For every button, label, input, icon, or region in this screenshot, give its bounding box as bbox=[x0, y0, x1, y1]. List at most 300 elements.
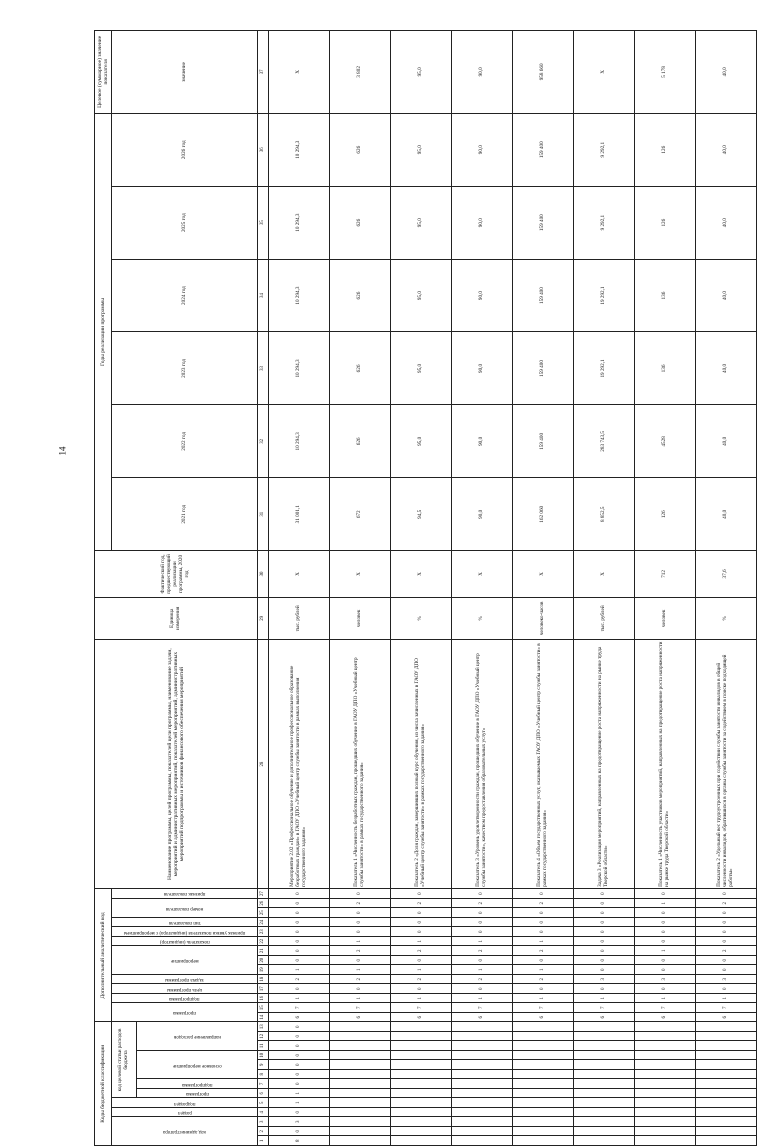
code-cell: 0 bbox=[330, 927, 391, 937]
code-cell: 7 bbox=[269, 1003, 330, 1013]
code-cell: 2 bbox=[391, 946, 452, 956]
code-cell: 2 bbox=[696, 946, 757, 956]
year-value-cell: 126 bbox=[635, 113, 696, 186]
code-cell: 1 bbox=[696, 993, 757, 1003]
code-cell bbox=[574, 1051, 635, 1061]
index-cell: 8 bbox=[258, 1070, 269, 1080]
year-value-cell: 10 294,3 bbox=[269, 259, 330, 332]
code-cell: 0 bbox=[452, 984, 513, 994]
code-cell bbox=[574, 1136, 635, 1146]
code-cell: 0 bbox=[269, 908, 330, 918]
index-cell: 7 bbox=[258, 1079, 269, 1089]
code-cell bbox=[574, 1022, 635, 1032]
code-cell bbox=[635, 1127, 696, 1137]
code-cell: 7 bbox=[452, 1003, 513, 1013]
code-cell: 2 bbox=[452, 898, 513, 908]
years-group-header: Годы реализации программы bbox=[95, 113, 112, 551]
year-value-cell: 10 294,3 bbox=[269, 186, 330, 259]
code-cell bbox=[330, 1041, 391, 1051]
dop-number-header: номер показателя bbox=[112, 898, 258, 917]
code-cell: 0 bbox=[269, 984, 330, 994]
unit-cell: тыс. рублей bbox=[269, 597, 330, 639]
dop-type-header: тип показателя bbox=[112, 917, 258, 927]
code-cell: 2 bbox=[513, 946, 574, 956]
code-cell: 7 bbox=[391, 1003, 452, 1013]
kbk-group-header: Коды бюджетной классификации bbox=[95, 1022, 112, 1146]
program-table bbox=[94, 30, 757, 1146]
code-cell: 0 bbox=[635, 917, 696, 927]
table-row bbox=[452, 31, 513, 1146]
code-cell bbox=[696, 1089, 757, 1099]
year-value-cell: 4528 bbox=[635, 405, 696, 478]
year-value-cell: 162 060 bbox=[513, 478, 574, 551]
code-cell bbox=[574, 1041, 635, 1051]
code-cell: 0 bbox=[635, 955, 696, 965]
year-value-cell: 9 292,1 bbox=[574, 186, 635, 259]
dop-goal-header: цель программы bbox=[112, 984, 258, 994]
index-cell: 24 bbox=[258, 917, 269, 927]
year-value-cell: 19 292,1 bbox=[574, 259, 635, 332]
code-cell: 1 bbox=[635, 993, 696, 1003]
code-cell bbox=[452, 1022, 513, 1032]
code-cell: 0 bbox=[391, 889, 452, 899]
code-cell bbox=[635, 1032, 696, 1042]
code-cell bbox=[574, 1089, 635, 1099]
code-cell: 0 bbox=[269, 1108, 330, 1118]
code-cell: 7 bbox=[635, 1003, 696, 1013]
code-cell: 7 bbox=[574, 1003, 635, 1013]
code-cell: 0 bbox=[696, 927, 757, 937]
code-cell bbox=[635, 1079, 696, 1089]
code-cell: 1 bbox=[574, 993, 635, 1003]
code-cell: 0 bbox=[696, 908, 757, 918]
code-cell: 2 bbox=[330, 898, 391, 908]
index-cell: 10 bbox=[258, 1051, 269, 1061]
code-cell bbox=[330, 1127, 391, 1137]
index-cell: 30 bbox=[258, 551, 269, 597]
index-cell: 6 bbox=[258, 1089, 269, 1099]
code-cell: 1 bbox=[330, 993, 391, 1003]
code-cell: 0 bbox=[269, 1060, 330, 1070]
year-2024-header: 2024 год bbox=[112, 259, 258, 332]
code-cell: 0 bbox=[330, 917, 391, 927]
year-value-cell: 283 743,5 bbox=[574, 405, 635, 478]
code-cell: 1 bbox=[330, 936, 391, 946]
code-cell: 0 bbox=[269, 917, 330, 927]
code-cell bbox=[635, 1022, 696, 1032]
index-cell: 29 bbox=[258, 597, 269, 639]
fact-cell: 712 bbox=[635, 551, 696, 597]
index-cell: 26 bbox=[258, 898, 269, 908]
code-cell: 0 bbox=[574, 898, 635, 908]
code-cell: 0 bbox=[513, 927, 574, 937]
year-value-cell: 159 400 bbox=[513, 259, 574, 332]
code-cell: 1 bbox=[452, 993, 513, 1003]
code-cell: 0 bbox=[696, 984, 757, 994]
code-cell: 1 bbox=[635, 898, 696, 908]
code-cell: 0 bbox=[574, 936, 635, 946]
code-cell bbox=[574, 1070, 635, 1080]
code-cell: 0 bbox=[513, 908, 574, 918]
code-cell: 7 bbox=[330, 1003, 391, 1013]
year-value-cell: 159 400 bbox=[513, 332, 574, 405]
index-cell: 11 bbox=[258, 1041, 269, 1051]
index-cell: 2 bbox=[258, 1127, 269, 1137]
code-cell: 1 bbox=[452, 936, 513, 946]
code-cell bbox=[635, 1136, 696, 1146]
table-row bbox=[391, 31, 452, 1146]
dop-link-header: признак увязки показателя (индикатора) с мероприятием bbox=[112, 927, 258, 937]
code-cell: 3 bbox=[269, 1117, 330, 1127]
code-cell bbox=[391, 1051, 452, 1061]
code-cell bbox=[513, 1127, 574, 1137]
column-index-row bbox=[258, 31, 269, 1146]
fact-cell: X bbox=[513, 551, 574, 597]
year-2023-header: 2023 год bbox=[112, 332, 258, 405]
index-cell: 35 bbox=[258, 186, 269, 259]
code-cell: 0 bbox=[574, 955, 635, 965]
code-cell bbox=[452, 1098, 513, 1108]
code-cell: 6 bbox=[574, 1012, 635, 1022]
code-cell: 1 bbox=[513, 965, 574, 975]
target-value-cell: X bbox=[574, 31, 635, 114]
index-cell: 36 bbox=[258, 113, 269, 186]
index-cell: 28 bbox=[258, 639, 269, 888]
code-cell bbox=[635, 1041, 696, 1051]
index-cell: 34 bbox=[258, 259, 269, 332]
year-value-cell: 626 bbox=[330, 186, 391, 259]
table-row bbox=[635, 31, 696, 1146]
code-cell: 0 bbox=[696, 936, 757, 946]
year-value-cell: 90,0 bbox=[452, 478, 513, 551]
code-cell: 2 bbox=[696, 898, 757, 908]
index-cell: 23 bbox=[258, 927, 269, 937]
table-row bbox=[330, 31, 391, 1146]
unit-cell: тыс. рублей bbox=[574, 597, 635, 639]
code-cell: 2 bbox=[513, 898, 574, 908]
year-value-cell: 626 bbox=[330, 405, 391, 478]
dop-code-group-header: Дополнительный аналитический код bbox=[95, 889, 112, 1022]
code-cell bbox=[330, 1032, 391, 1042]
code-cell: 2 bbox=[452, 974, 513, 984]
code-cell bbox=[574, 1079, 635, 1089]
code-cell bbox=[574, 1098, 635, 1108]
code-cell bbox=[635, 1051, 696, 1061]
code-cell bbox=[391, 1032, 452, 1042]
code-cell bbox=[513, 1136, 574, 1146]
code-cell: 0 bbox=[574, 908, 635, 918]
code-cell: 0 bbox=[452, 889, 513, 899]
year-value-cell: 40,0 bbox=[696, 259, 757, 332]
code-cell: 0 bbox=[269, 889, 330, 899]
code-cell bbox=[574, 1060, 635, 1070]
code-cell: 0 bbox=[269, 1079, 330, 1089]
code-cell: 1 bbox=[391, 936, 452, 946]
code-cell bbox=[574, 1032, 635, 1042]
code-cell bbox=[330, 1098, 391, 1108]
table-row bbox=[269, 31, 330, 1146]
code-cell: 0 bbox=[269, 1070, 330, 1080]
code-cell bbox=[696, 1098, 757, 1108]
year-value-cell: 94,5 bbox=[391, 478, 452, 551]
year-value-cell: 626 bbox=[330, 113, 391, 186]
rotated-table-wrapper bbox=[94, 30, 734, 1146]
code-cell: 0 bbox=[269, 936, 330, 946]
code-cell bbox=[513, 1060, 574, 1070]
code-cell: 0 bbox=[452, 927, 513, 937]
index-cell: 1 bbox=[258, 1136, 269, 1146]
code-cell: 0 bbox=[391, 917, 452, 927]
code-cell bbox=[574, 1127, 635, 1137]
code-cell: 0 bbox=[635, 936, 696, 946]
code-cell bbox=[696, 1136, 757, 1146]
year-value-cell: 626 bbox=[330, 259, 391, 332]
code-cell: 0 bbox=[574, 965, 635, 975]
code-cell: 0 bbox=[269, 1051, 330, 1061]
code-cell: 0 bbox=[513, 955, 574, 965]
year-value-cell: 626 bbox=[330, 332, 391, 405]
code-cell bbox=[391, 1136, 452, 1146]
page-number: 14 bbox=[57, 446, 68, 456]
code-cell bbox=[513, 1108, 574, 1118]
code-cell: 0 bbox=[635, 965, 696, 975]
dop-task-header: задача программы bbox=[112, 974, 258, 984]
year-value-cell: 19 292,1 bbox=[574, 332, 635, 405]
year-value-cell: 90,0 bbox=[452, 113, 513, 186]
dop-indicator-header: показатель (индикатор) bbox=[112, 936, 258, 946]
code-cell bbox=[513, 1032, 574, 1042]
code-cell: 2 bbox=[330, 974, 391, 984]
code-cell: 1 bbox=[513, 993, 574, 1003]
code-cell: 0 bbox=[391, 984, 452, 994]
dop-program-header: программа bbox=[112, 1003, 258, 1022]
code-cell: 0 bbox=[513, 917, 574, 927]
target-value-cell: 3 802 bbox=[330, 31, 391, 114]
code-cell: 2 bbox=[391, 974, 452, 984]
code-cell bbox=[452, 1032, 513, 1042]
row-name-cell: Показатель 2 «Доля граждан, завершивших полный курс обучения, из числа зачисленных в ГАОУ ДПО «Учебный центр службы занятости» в рамках государственного задания» bbox=[391, 639, 452, 888]
code-cell: 0 bbox=[391, 955, 452, 965]
code-cell bbox=[635, 1098, 696, 1108]
year-2026-header: 2026 год bbox=[112, 113, 258, 186]
code-cell bbox=[635, 1089, 696, 1099]
table-row bbox=[574, 31, 635, 1146]
code-cell bbox=[452, 1108, 513, 1118]
code-cell: 0 bbox=[574, 984, 635, 994]
dop-subprogram-header: подпрограмма bbox=[112, 993, 258, 1003]
year-2025-header: 2025 год bbox=[112, 186, 258, 259]
year-value-cell: 136 bbox=[635, 259, 696, 332]
table-row bbox=[513, 31, 574, 1146]
code-cell bbox=[513, 1098, 574, 1108]
code-cell: 1 bbox=[635, 946, 696, 956]
code-cell bbox=[452, 1041, 513, 1051]
code-cell: 0 bbox=[330, 908, 391, 918]
year-value-cell: 126 bbox=[635, 478, 696, 551]
unit-cell: % bbox=[696, 597, 757, 639]
code-cell: 1 bbox=[330, 965, 391, 975]
fact-year-header: Фактический год, предшествующий реализации программы, 2020 год bbox=[95, 551, 258, 597]
index-cell: 13 bbox=[258, 1022, 269, 1032]
code-cell: 0 bbox=[330, 984, 391, 994]
year-value-cell: 40,0 bbox=[696, 186, 757, 259]
code-cell: 0 bbox=[269, 1127, 330, 1137]
target-value-header: значение bbox=[112, 31, 258, 114]
code-cell bbox=[635, 1108, 696, 1118]
code-cell bbox=[330, 1051, 391, 1061]
code-cell: 6 bbox=[391, 1012, 452, 1022]
year-value-cell: 95,0 bbox=[391, 259, 452, 332]
year-value-cell: 40,0 bbox=[696, 113, 757, 186]
code-cell: 0 bbox=[696, 965, 757, 975]
code-cell bbox=[391, 1022, 452, 1032]
code-cell: 3 bbox=[696, 974, 757, 984]
year-value-cell: 10 294,3 bbox=[269, 113, 330, 186]
index-cell: 3 bbox=[258, 1117, 269, 1127]
code-cell bbox=[452, 1089, 513, 1099]
unit-cell: человеко-часов bbox=[513, 597, 574, 639]
year-value-cell: 136 bbox=[635, 332, 696, 405]
code-cell: 0 bbox=[452, 917, 513, 927]
code-cell bbox=[696, 1022, 757, 1032]
code-cell: 2 bbox=[513, 974, 574, 984]
code-cell bbox=[513, 1079, 574, 1089]
year-value-cell: 40,0 bbox=[696, 332, 757, 405]
index-cell: 14 bbox=[258, 1012, 269, 1022]
target-value-cell: 40,0 bbox=[696, 31, 757, 114]
index-cell: 37 bbox=[258, 31, 269, 114]
kbk-subsection-header: подраздел bbox=[112, 1098, 258, 1108]
target-value-cell: 95,0 bbox=[391, 31, 452, 114]
code-cell: 0 bbox=[513, 984, 574, 994]
code-cell bbox=[330, 1060, 391, 1070]
code-cell: 0 bbox=[574, 927, 635, 937]
index-cell: 5 bbox=[258, 1098, 269, 1108]
code-cell: 0 bbox=[574, 889, 635, 899]
year-2021-header: 2021 год bbox=[112, 478, 258, 551]
code-cell bbox=[391, 1070, 452, 1080]
year-value-cell: 90,0 bbox=[452, 332, 513, 405]
fact-cell: X bbox=[391, 551, 452, 597]
code-cell: 2 bbox=[330, 946, 391, 956]
name-header: Наименование программы, целей программы, показателей цели программы, наименование задачи, мероприятий и административных мероприятий, показателей мероприятий, административных мероприятий подпрограммы и источников финансового обеспечения мероприятий bbox=[95, 639, 258, 888]
year-value-cell: 126 bbox=[635, 186, 696, 259]
target-program-header: программа bbox=[137, 1089, 258, 1099]
code-cell bbox=[391, 1098, 452, 1108]
index-cell: 19 bbox=[258, 965, 269, 975]
code-cell: 0 bbox=[269, 955, 330, 965]
target-article-header: код целевой статьи расходов бюджета bbox=[112, 1022, 137, 1098]
target-value-cell: 5 178 bbox=[635, 31, 696, 114]
row-name-cell: Показатель 1 «Численность участников мероприятий, направленных на предотвращение роста напряженности на рынке труда Тверской области» bbox=[635, 639, 696, 888]
code-cell bbox=[696, 1127, 757, 1137]
year-value-cell: 90,0 bbox=[452, 186, 513, 259]
code-cell: 0 bbox=[574, 917, 635, 927]
code-cell: 2 bbox=[391, 898, 452, 908]
code-cell bbox=[696, 1051, 757, 1061]
code-cell bbox=[391, 1060, 452, 1070]
code-cell: 6 bbox=[269, 1012, 330, 1022]
code-cell bbox=[391, 1127, 452, 1137]
code-cell bbox=[513, 1041, 574, 1051]
year-value-cell: 95,0 bbox=[391, 332, 452, 405]
code-cell: 0 bbox=[635, 889, 696, 899]
code-cell bbox=[452, 1136, 513, 1146]
year-value-cell: 40,0 bbox=[696, 478, 757, 551]
code-cell bbox=[452, 1079, 513, 1089]
code-cell: 0 bbox=[635, 984, 696, 994]
year-value-cell: 10 294,3 bbox=[269, 405, 330, 478]
target-subprogram-header: подпрограмма bbox=[137, 1079, 258, 1089]
code-cell bbox=[452, 1060, 513, 1070]
code-cell: 2 bbox=[452, 946, 513, 956]
table-body bbox=[269, 31, 757, 1146]
code-cell: 1 bbox=[452, 965, 513, 975]
code-cell: 0 bbox=[635, 908, 696, 918]
code-cell: 0 bbox=[269, 1041, 330, 1051]
fact-cell: X bbox=[452, 551, 513, 597]
code-cell bbox=[696, 1079, 757, 1089]
code-cell bbox=[696, 1108, 757, 1118]
code-cell bbox=[391, 1079, 452, 1089]
index-cell: 12 bbox=[258, 1032, 269, 1042]
index-cell: 33 bbox=[258, 332, 269, 405]
year-value-cell: 8 852,5 bbox=[574, 478, 635, 551]
code-cell bbox=[391, 1108, 452, 1118]
row-name-cell: Мероприятие 2.02 «Профессиональное обучение и дополнительное профессиональное образование безработных граждан» в ГАОУ ДПО «Учебный центр службы занятости в рамках выполнения государственного задания» bbox=[269, 639, 330, 888]
code-cell: 7 bbox=[696, 1003, 757, 1013]
code-cell: 0 bbox=[391, 927, 452, 937]
code-cell bbox=[635, 1070, 696, 1080]
index-cell: 9 bbox=[258, 1060, 269, 1070]
index-cell: 18 bbox=[258, 974, 269, 984]
code-cell: 0 bbox=[696, 955, 757, 965]
code-cell: 6 bbox=[513, 1012, 574, 1022]
code-cell: 0 bbox=[452, 955, 513, 965]
target-value-cell: 90,0 bbox=[452, 31, 513, 114]
code-cell bbox=[452, 1051, 513, 1061]
code-cell: 6 bbox=[452, 1012, 513, 1022]
fact-cell: X bbox=[574, 551, 635, 597]
fact-cell: X bbox=[269, 551, 330, 597]
index-cell: 21 bbox=[258, 946, 269, 956]
code-cell bbox=[452, 1117, 513, 1127]
kbk-admin-header: код администратора bbox=[112, 1117, 258, 1146]
code-cell bbox=[452, 1070, 513, 1080]
year-value-cell: 10 294,3 bbox=[269, 332, 330, 405]
code-cell bbox=[391, 1117, 452, 1127]
code-cell: 1 bbox=[269, 1098, 330, 1108]
code-cell: 0 bbox=[269, 946, 330, 956]
code-cell bbox=[513, 1022, 574, 1032]
index-cell: 31 bbox=[258, 478, 269, 551]
code-cell: 0 bbox=[513, 889, 574, 899]
code-cell bbox=[635, 1060, 696, 1070]
year-value-cell: 9 292,1 bbox=[574, 113, 635, 186]
unit-header: Единица измерения bbox=[95, 597, 258, 639]
year-value-cell: 159 400 bbox=[513, 113, 574, 186]
code-cell bbox=[696, 1070, 757, 1080]
target-value-cell: 958 660 bbox=[513, 31, 574, 114]
code-cell: 0 bbox=[269, 1022, 330, 1032]
dop-sign-header: признак показателя bbox=[112, 889, 258, 899]
year-2022-header: 2022 год bbox=[112, 405, 258, 478]
code-cell bbox=[391, 1041, 452, 1051]
code-cell bbox=[513, 1117, 574, 1127]
fact-cell: X bbox=[330, 551, 391, 597]
code-cell: 3 bbox=[635, 974, 696, 984]
code-cell: 0 bbox=[269, 1032, 330, 1042]
